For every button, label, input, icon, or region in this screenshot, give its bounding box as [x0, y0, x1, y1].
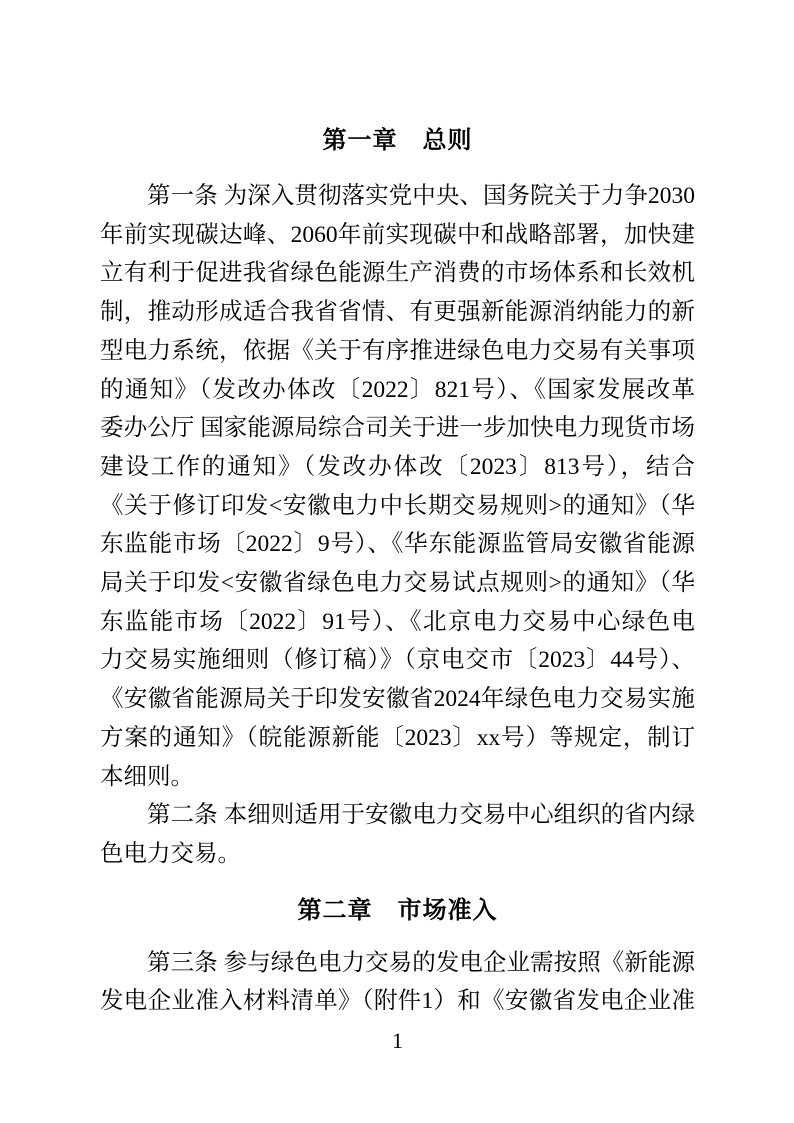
- text-line: 力交易实施细则（修订稿）》（京电交市〔2023〕44号）、: [100, 647, 695, 674]
- text-line: 建设工作的通知》（发改办体改〔2023〕813号），结合: [100, 453, 695, 480]
- text-line: 第三条 参与绿色电力交易的发电企业需按照《新能源: [147, 949, 695, 976]
- paragraph: [100, 796, 695, 873]
- text-line: 制，推动形成适合我省省情、有更强新能源消纳能力的新: [100, 299, 695, 326]
- text-line: 型电力系统，依据《关于有序推进绿色电力交易有关事项: [100, 337, 695, 364]
- text-line: 的通知》（发改办体改〔2022〕821号）、《国家发展改革: [100, 376, 695, 403]
- text-line: 局关于印发<安徽省绿色电力交易试点规则>的通知》（华: [100, 570, 695, 597]
- text-line: 发电企业准入材料清单》（附件1）和《安徽省发电企业准: [100, 988, 695, 1015]
- text-line: 立有利于促进我省绿色能源生产消费的市场体系和长效机: [100, 260, 695, 287]
- paragraph: [100, 944, 695, 1021]
- text-line: 年前实现碳达峰、2060年前实现碳中和战略部署，加快建: [100, 221, 695, 248]
- text-line: 委办公厅 国家能源局综合司关于进一步加快电力现货市场: [100, 415, 695, 442]
- text-line: 《安徽省能源局关于印发安徽省2024年绿色电力交易实施: [100, 686, 695, 713]
- document-body: [100, 121, 695, 1021]
- chapter-heading: 第一章 总则: [322, 127, 473, 154]
- chapter-heading: 第二章 市场准入: [297, 896, 498, 924]
- text-line: 第一条 为深入贯彻落实党中央、国务院关于力争2030: [147, 183, 695, 209]
- text-line: 东监能市场〔2022〕9号）、《华东能源监管局安徽省能源: [100, 531, 695, 558]
- text-line: 本细则。: [100, 763, 194, 790]
- text-line: 《关于修订印发<安徽电力中长期交易规则>的通知》（华: [100, 492, 695, 519]
- text-line: 东监能市场〔2022〕91号）、《北京电力交易中心绿色电: [100, 608, 695, 635]
- paragraph: [100, 177, 695, 796]
- text-line: 方案的通知》（皖能源新能〔2023〕xx号）等规定，制订: [100, 724, 695, 751]
- text-line: 色电力交易。: [100, 840, 241, 867]
- page-number: 1: [392, 1028, 403, 1054]
- text-line: 第二条 本细则适用于安徽电力交易中心组织的省内绿: [147, 802, 695, 829]
